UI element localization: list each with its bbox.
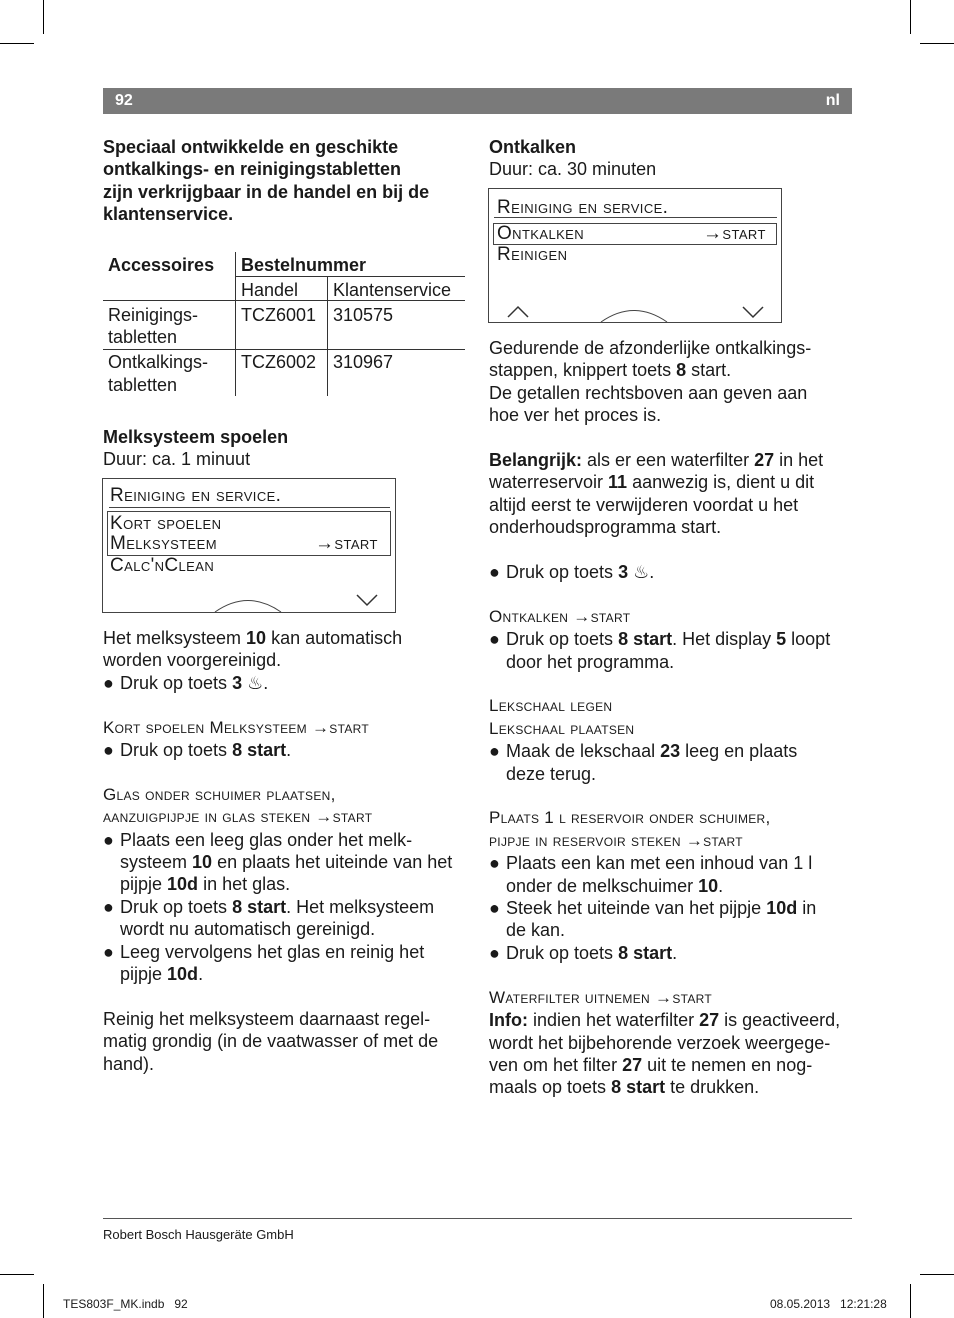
page-number: 92 (115, 92, 133, 109)
display-panel (488, 188, 782, 323)
table-cell: 310575 (333, 305, 394, 325)
bullet-item: ● Plaats een kan met een inhoud van 1 l onder de melkschuimer 10. (489, 853, 813, 896)
display-line: Melksysteem (110, 533, 217, 554)
table-header-bestelnummer: Bestelnummer (241, 255, 367, 275)
table-cell: Reinigings- (108, 305, 199, 325)
chevron-down-icon (356, 593, 378, 607)
crop-mark (910, 1284, 911, 1318)
display-line: Ontkalken (497, 223, 585, 244)
display-line: Calc'nClean (110, 555, 215, 576)
display-message: aanzuigpijpje in glas steken →start (103, 807, 373, 827)
right-body (489, 337, 854, 1099)
table-header-handel: Handel (241, 280, 299, 300)
display-panel (102, 478, 396, 613)
footer-company: Robert Bosch Hausgeräte GmbH (103, 1227, 294, 1242)
display-wheel-arc (599, 307, 669, 323)
crop-mark (43, 1284, 44, 1318)
duration-text: Duur: ca. 1 minuut (103, 449, 251, 470)
display-message: Glas onder schuimer plaatsen, (103, 784, 336, 804)
table-cell: Ontkalkings- (108, 352, 209, 372)
table-cell: 310967 (333, 352, 394, 372)
display-line: Reiniging en service. (110, 485, 282, 506)
left-column (103, 136, 468, 226)
display-message: pijpje in reservoir steken →start (489, 830, 743, 850)
paragraph: Reinig het melksysteem daarnaast regel- matig grondig (in de vaatwasser of met de hand). (103, 1008, 439, 1074)
display-line: Kort spoelen (110, 513, 222, 534)
crop-mark (920, 1274, 954, 1275)
display-message: Kort spoelen Melksysteem →start (103, 717, 370, 737)
duration-text: Duur: ca. 30 minuten (489, 159, 657, 180)
table-cell: TCZ6002 (241, 352, 317, 372)
footer-date: 08.05.2013 12:21:28 (770, 1297, 887, 1311)
display-line: →start (703, 223, 766, 244)
display-line: →start (315, 533, 378, 554)
table-header-klantenservice: Klantenservice (333, 280, 452, 300)
intro-text: Speciaal ontwikkelde en geschikte ontkalkings- en reinigingstabletten zijn verkrijgbaar in de handel en bij de klantenservice. (103, 137, 430, 225)
table-header-accessoires: Accessoires (108, 255, 215, 275)
crop-mark (920, 43, 954, 44)
table-cell: tabletten (108, 327, 178, 347)
bullet-item: ● Plaats een leeg glas onder het melk- systeem 10 en plaats het uiteinde van het pijpje 10d in het glas. (103, 829, 453, 895)
table-cell: tabletten (108, 375, 178, 395)
bullet-item: ● Druk op toets 8 start. (489, 942, 678, 963)
language-code: nl (825, 92, 840, 109)
bullet-item: ● Maak de lekschaal 23 leeg en plaats deze terug. (489, 741, 798, 784)
section-title: Ontkalken (489, 137, 577, 157)
footer-file: TES803F_MK.indb 92 (63, 1297, 188, 1311)
crop-mark (0, 43, 34, 44)
left-body (103, 627, 468, 1075)
table-cell: TCZ6001 (241, 305, 317, 325)
display-message: Ontkalken →start (489, 606, 631, 626)
display-message: Waterfilter uitnemen →start (489, 987, 713, 1007)
display-message: Plaats 1 l reservoir onder schuimer, (489, 808, 771, 828)
melksysteem-section (103, 426, 468, 471)
display-message: Lekschaal plaatsen (489, 718, 635, 738)
chevron-down-icon (742, 305, 764, 319)
bullet-item: ● Steek het uiteinde van het pijpje 10d in de kan. (489, 898, 817, 941)
display-line: Reiniging en service. (497, 197, 669, 218)
paragraph: Info: indien het waterfilter 27 is geactiveerd, wordt het bijbehorende verzoek weergege- ven om het filter 27 uit te nemen en nog- maals op toets 8 start te drukken. (489, 1010, 841, 1098)
display-wheel-arc (213, 597, 283, 613)
page-header-bar (103, 88, 852, 114)
paragraph: Gedurende de afzonderlijke ontkalkings- stappen, knippert toets 8 start. De getallen rechtsboven aan geven aan hoe ver het proces is. (489, 338, 812, 426)
display-line: Reinigen (497, 244, 568, 265)
footer-rule (103, 1218, 852, 1219)
bullet-item: ● Druk op toets 8 start. Het melksysteem wordt nu automatisch gereinigd. (103, 896, 435, 940)
bullet-item: ● Druk op toets 8 start. (103, 740, 292, 761)
paragraph: Het melksysteem 10 kan automatisch worden voorgereinigd. (103, 628, 403, 671)
paragraph: Belangrijk: als er een waterfilter 27 in het waterreservoir 11 aanwezig is, dient u dit altijd eerst te verwijderen voordat u het onderhoudsprogramma start. (489, 450, 824, 538)
bullet-item: ● Druk op toets 3 ♨. (103, 672, 269, 693)
bullet-item: ● Leeg vervolgens het glas en reinig het pijpje 10d. (103, 941, 425, 985)
ontkalken-section (489, 136, 854, 181)
display-message: Lekschaal legen (489, 696, 613, 716)
chevron-up-icon (507, 305, 529, 319)
crop-mark (43, 0, 44, 34)
bullet-item: ● Druk op toets 8 start. Het display 5 loopt door het programma. (489, 629, 831, 672)
bullet-item: ● Druk op toets 3 ♨. (489, 562, 655, 583)
crop-mark (0, 1274, 34, 1275)
section-title: Melksysteem spoelen (103, 427, 289, 447)
crop-mark (910, 0, 911, 34)
